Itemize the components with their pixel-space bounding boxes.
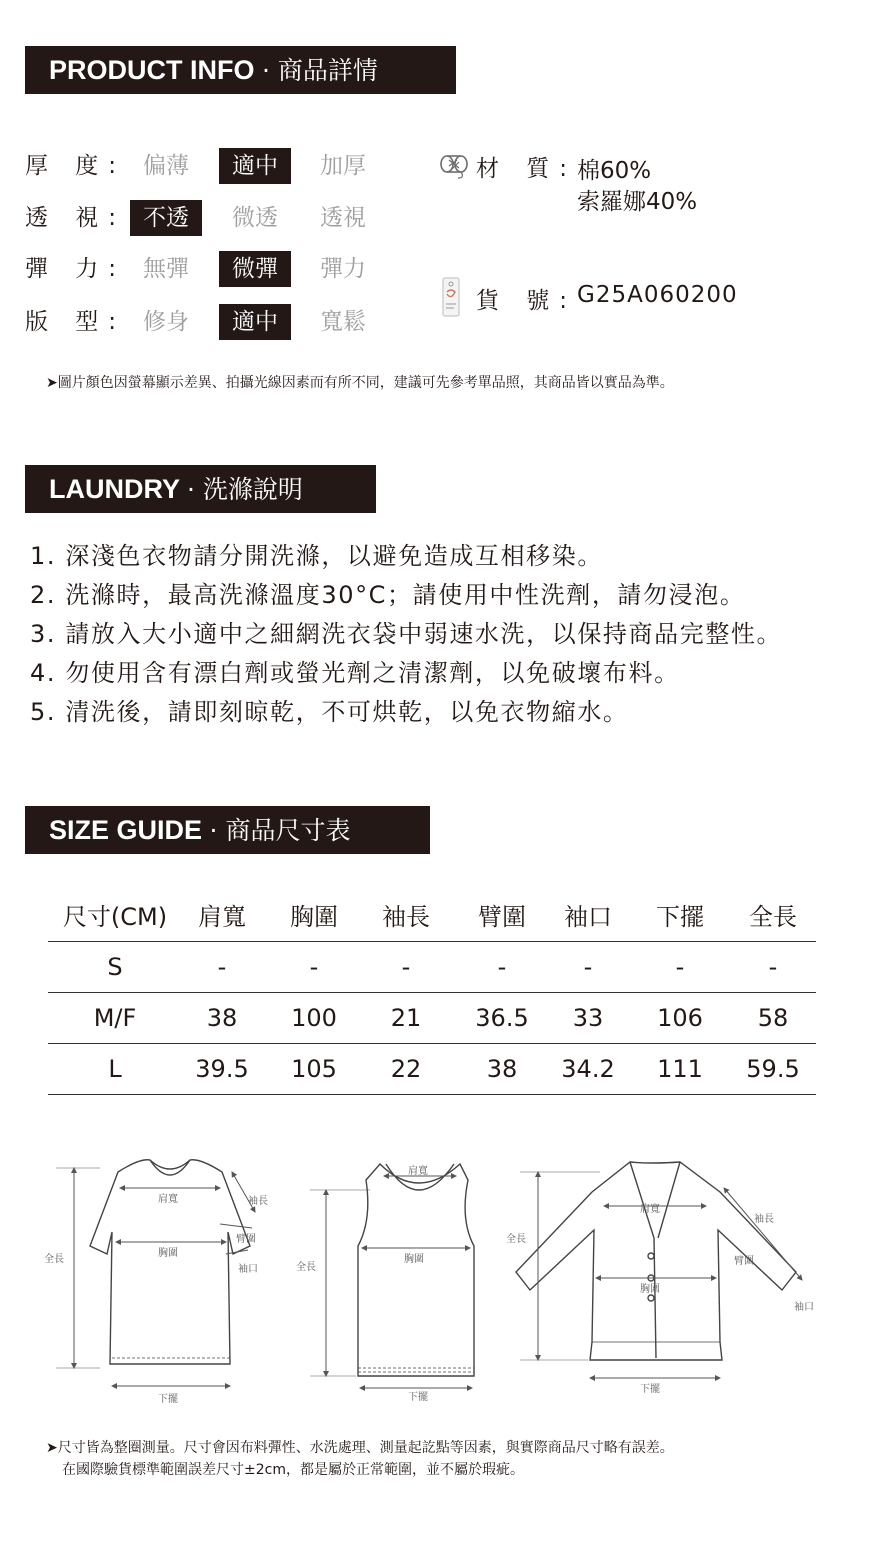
attribute-option: 透視 [320, 205, 366, 231]
size-guide-title-zh: · 商品尺寸表 [209, 816, 351, 845]
cardigan-chest-label: 胸圍 [640, 1284, 660, 1295]
table-cell: M/F [93, 1004, 137, 1032]
laundry-item: 4. 勿使用含有漂白劑或螢光劑之清潔劑，以免破壞布料。 [30, 659, 680, 687]
product-info-title-zh: · 商品詳情 [262, 56, 378, 85]
table-cell: - [401, 953, 411, 981]
product-color-note: ➤圖片顏色因螢幕顯示差異、拍攝光線因素而有所不同，建議可先參考單品照，其商品皆以實品為準。 [46, 375, 674, 391]
header-cell: 下擺 [656, 903, 704, 931]
size-note-line-2: 在國際驗貨標準範圍誤差尺寸±2cm，都是屬於正常範圍，並不屬於瑕疵。 [62, 1462, 524, 1478]
tank-hem-label: 下擺 [408, 1392, 428, 1403]
attribute-option: 修身 [143, 309, 189, 335]
size-table-header [48, 893, 816, 942]
attribute-option-selected: 微彈 [219, 251, 291, 287]
attribute-label: 彈 力: [25, 256, 127, 282]
material-label: 材 質: [476, 156, 578, 182]
table-cell: 38 [206, 1004, 238, 1032]
header-cell: 尺寸(CM) [62, 903, 168, 931]
material-line-1: 棉60% [577, 158, 652, 184]
table-cell: L [108, 1055, 122, 1083]
table-cell: - [768, 953, 778, 981]
clothing-tag-icon [440, 276, 464, 318]
laundry-title [25, 465, 376, 513]
attribute-option: 偏薄 [143, 153, 189, 179]
tank-shoulder-label: 肩寬 [408, 1166, 428, 1177]
item-no-label: 貨 號: [476, 288, 578, 314]
cardigan-cuff-label: 袖口 [794, 1302, 814, 1313]
size-table [48, 893, 816, 1095]
tshirt-diagram [90, 1160, 250, 1364]
tshirt-chest-label: 胸圍 [158, 1248, 178, 1259]
attribute-option: 寬鬆 [320, 309, 366, 335]
cardigan-hem-label: 下擺 [640, 1384, 660, 1395]
table-cell: 21 [390, 1004, 422, 1032]
table-cell: 39.5 [195, 1055, 249, 1083]
laundry-item: 5. 清洗後，請即刻晾乾，不可烘乾，以免衣物縮水。 [30, 698, 629, 726]
table-cell: 36.5 [475, 1004, 529, 1032]
tank-length-label: 全長 [296, 1262, 316, 1273]
table-cell: 33 [572, 1004, 604, 1032]
table-cell: 111 [657, 1055, 703, 1083]
product-info-title-en: PRODUCT INFO [49, 55, 255, 85]
item-no-value: G25A060200 [577, 282, 738, 308]
cardigan-arm-label: 臂圍 [734, 1256, 754, 1267]
tshirt-arm-label: 臂圍 [236, 1234, 256, 1245]
table-cell: 22 [390, 1055, 422, 1083]
cardigan-length-label: 全長 [506, 1234, 526, 1245]
header-cell: 臂圍 [478, 903, 526, 931]
table-row [48, 942, 816, 993]
attribute-option: 無彈 [143, 256, 189, 282]
tshirt-hem-label: 下擺 [158, 1394, 178, 1405]
size-guide-title-en: SIZE GUIDE [49, 815, 203, 845]
table-row [48, 993, 816, 1044]
laundry-list [30, 537, 782, 732]
cardigan-shoulder-label: 肩寬 [640, 1204, 660, 1215]
attribute-option: 微透 [232, 205, 278, 231]
tshirt-length-label: 全長 [44, 1254, 64, 1265]
header-cell: 袖口 [564, 903, 612, 931]
table-row [48, 1044, 816, 1095]
header-cell: 肩寬 [198, 903, 246, 931]
product-info-title [25, 46, 456, 94]
tshirt-cuff-label: 袖口 [238, 1264, 258, 1275]
tank-chest-label: 胸圍 [404, 1254, 424, 1265]
measurement-diagrams [40, 1150, 840, 1410]
laundry-item: 3. 請放入大小適中之細網洗衣袋中弱速水洗，以保持商品完整性。 [30, 620, 783, 648]
attribute-label: 版 型: [25, 309, 127, 335]
size-guide-title [25, 806, 430, 854]
attribute-option-selected: 不透 [130, 200, 202, 236]
table-cell: 34.2 [561, 1055, 615, 1083]
table-cell: - [217, 953, 227, 981]
table-cell: S [107, 953, 123, 981]
size-note-line-1: ➤尺寸皆為整圈測量。尺寸會因布料彈性、水洗處理、測量起訖點等因素，與實際商品尺寸略有誤差。 [46, 1440, 674, 1456]
laundry-title-en: LAUNDRY [49, 474, 180, 504]
attribute-label: 厚 度: [25, 153, 127, 179]
table-cell: - [497, 953, 507, 981]
table-cell: - [675, 953, 685, 981]
table-cell: 106 [657, 1004, 703, 1032]
header-cell: 胸圍 [290, 903, 338, 931]
cardigan-diagram [516, 1162, 796, 1360]
attribute-option-selected: 適中 [219, 148, 291, 184]
laundry-title-zh: · 洗滌說明 [187, 475, 303, 504]
table-cell: 58 [757, 1004, 789, 1032]
header-cell: 袖長 [382, 903, 430, 931]
material-line-2: 索羅娜40% [577, 189, 698, 215]
laundry-item: 2. 洗滌時，最高洗滌溫度30°C；請使用中性洗劑，請勿浸泡。 [30, 581, 746, 609]
table-cell: 100 [291, 1004, 337, 1032]
table-cell: 105 [291, 1055, 337, 1083]
table-cell: - [583, 953, 593, 981]
header-cell: 全長 [749, 903, 797, 931]
thread-spool-icon [438, 152, 470, 180]
tshirt-sleeve-label: 袖長 [248, 1196, 268, 1207]
cardigan-sleeve-label: 袖長 [754, 1214, 774, 1225]
attribute-option: 彈力 [320, 256, 366, 282]
table-cell: 59.5 [746, 1055, 800, 1083]
attribute-option: 加厚 [320, 153, 366, 179]
tank-diagram [358, 1164, 474, 1376]
attribute-label: 透 視: [25, 205, 127, 231]
tshirt-shoulder-label: 肩寬 [158, 1194, 178, 1205]
table-cell: 38 [486, 1055, 518, 1083]
table-cell: - [309, 953, 319, 981]
attribute-option-selected: 適中 [219, 304, 291, 340]
laundry-item: 1. 深淺色衣物請分開洗滌，以避免造成互相移染。 [30, 542, 603, 570]
